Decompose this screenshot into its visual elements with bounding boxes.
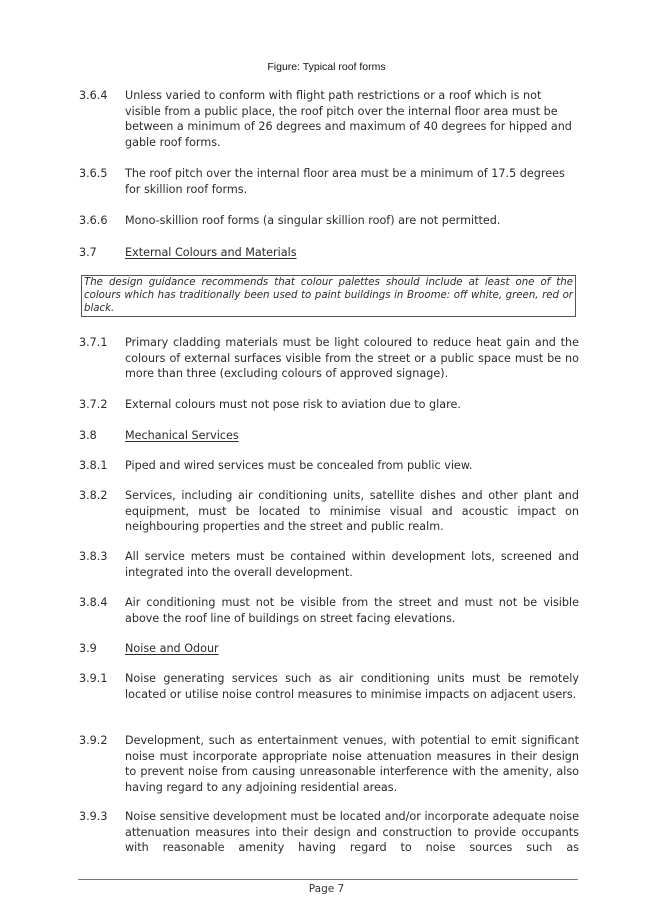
clause-3-7-1 <box>79 335 579 382</box>
clause-3-6-6 <box>79 213 579 229</box>
clause-3-7-2 <box>79 397 579 413</box>
clause-number: 3.8.1 <box>79 459 108 472</box>
section-title: Noise and Odour <box>125 642 219 655</box>
footer-divider <box>78 879 578 880</box>
clause-text: Primary cladding materials must be light coloured to reduce heat gain and the colours of external surfaces visible from the street or a public space must be no more than three (excluding colours of approved signage). <box>125 336 579 380</box>
figure-caption: Figure: Typical roof forms <box>267 61 386 73</box>
clause-text: Unless varied to conform with flight path restrictions or a roof which is not visible from a public place, the roof pitch over the internal floor area must be between a minimum of 26 degrees and maximum of 40 degrees for hipped and gable roof forms. <box>125 89 572 149</box>
design-guidance-note: The design guidance recommends that colour palettes should include at least one of the colours which has traditionally been used to paint buildings in Broome: off white, green, red or black. <box>81 275 576 317</box>
clause-number: 3.9.1 <box>79 672 108 685</box>
clause-3-8-2 <box>79 488 579 535</box>
page-number: Page 7 <box>308 883 345 895</box>
clause-text: Noise sensitive development must be located and/or incorporate adequate noise attenuation measures into their design and construction to provide occupants with reasonable amenity having regard to noise sources such as <box>125 810 579 854</box>
clause-text: Services, including air conditioning units, satellite dishes and other plant and equipment, must be located to minimise visual and acoustic impact on neighbouring properties and the street and public realm. <box>125 489 579 533</box>
clause-text: The roof pitch over the internal floor area must be a minimum of 17.5 degrees for skillion roof forms. <box>125 167 565 196</box>
clause-3-9-2 <box>79 733 579 795</box>
clause-3-6-5 <box>79 166 579 197</box>
clause-number: 3.7.1 <box>79 336 108 349</box>
clause-text: Noise generating services such as air conditioning units must be remotely located or utilise noise control measures to minimise impacts on adjacent users. <box>125 672 579 701</box>
clause-number: 3.8.4 <box>79 596 108 609</box>
clause-number: 3.6.4 <box>79 89 108 102</box>
clause-number: 3.8.2 <box>79 489 108 502</box>
section-heading-3-7 <box>79 245 297 260</box>
clause-number: 3.6.6 <box>79 214 108 227</box>
clause-text: Piped and wired services must be concealed from public view. <box>125 459 473 472</box>
clause-text: Air conditioning must not be visible from the street and must not be visible above the roof line of buildings on street facing elevations. <box>125 596 579 625</box>
clause-text: External colours must not pose risk to aviation due to glare. <box>125 398 461 411</box>
section-heading-3-8 <box>79 428 239 443</box>
clause-number: 3.8.3 <box>79 550 108 563</box>
clause-number: 3.9.3 <box>79 810 108 823</box>
section-number: 3.7 <box>79 246 97 259</box>
clause-number: 3.7.2 <box>79 398 108 411</box>
clause-text: Development, such as entertainment venues, with potential to emit significant noise must incorporate appropriate noise attenuation measures in their design to prevent noise from causing unreasonable interference with the amenity, also having regard to any adjoining residential areas. <box>125 734 579 794</box>
clause-number: 3.9.2 <box>79 734 108 747</box>
section-number: 3.9 <box>79 642 97 655</box>
clause-3-8-1 <box>79 458 579 474</box>
clause-number: 3.6.5 <box>79 167 108 180</box>
clause-text: Mono-skillion roof forms (a singular skillion roof) are not permitted. <box>125 214 501 227</box>
section-title: External Colours and Materials <box>125 246 297 259</box>
clause-3-9-1 <box>79 671 579 702</box>
section-heading-3-9 <box>79 641 219 656</box>
section-title: Mechanical Services <box>125 429 239 442</box>
clause-3-8-3 <box>79 549 579 580</box>
clause-text: All service meters must be contained within development lots, screened and integrated into the overall development. <box>125 550 579 579</box>
clause-3-9-3 <box>79 809 579 856</box>
section-number: 3.8 <box>79 429 97 442</box>
clause-3-6-4 <box>79 88 579 150</box>
clause-3-8-4 <box>79 595 579 626</box>
